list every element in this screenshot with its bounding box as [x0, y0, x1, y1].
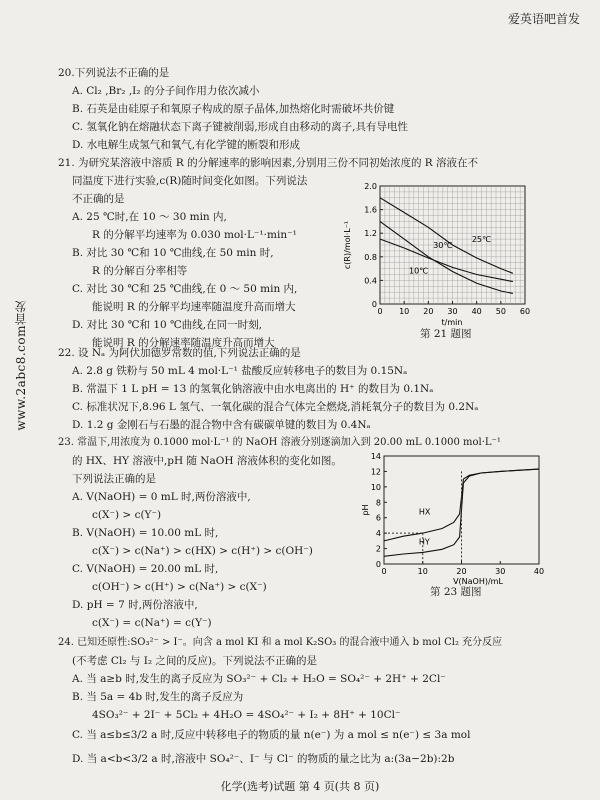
q20-stem: 20.下列说法不正确的是 — [58, 67, 170, 79]
side-watermark: www.2abc8.com首发 — [14, 300, 28, 431]
q24-line: 24. 已知还原性:SO₃²⁻ > I⁻。向含 a mol KI 和 a mol K₂SO₃ 的混合液中通入 b mol Cl₂ 充分反应 — [58, 637, 503, 648]
y-tick-label: 0.8 — [364, 252, 377, 262]
x-tick-label: 10 — [417, 567, 428, 576]
y-axis-label: pH — [361, 504, 370, 516]
q21-option-b: B. 对比 30 ℃和 10 ℃曲线,在 50 min 时, — [72, 247, 274, 259]
y-tick-label: 12 — [370, 467, 381, 477]
q23-line: c(X⁻) > c(Y⁻) — [92, 509, 162, 521]
series-label: HX — [418, 507, 431, 517]
q21-option-d: D. 对比 30 ℃和 10 ℃曲线,在同一时刻, — [72, 319, 262, 331]
q20-option-d: D. 水电解生成氢气和氧气,有化学键的断裂和形成 — [72, 139, 301, 151]
y-tick-label: 1.6 — [364, 205, 377, 215]
q24-line: 4SO₃²⁻ + 2I⁻ + 5Cl₂ + 4H₂O = 4SO₄²⁻ + I₂ + 8H⁺ + 10Cl⁻ — [92, 709, 401, 721]
q21-option-c: C. 对比 30 ℃和 25 ℃曲线,在 0 ～ 50 min 内, — [72, 283, 298, 295]
y-tick-label: 8 — [375, 498, 381, 508]
q23-option-c: C. V(NaOH) = 20.00 mL 时, — [72, 563, 219, 575]
x-tick-label: 20 — [456, 567, 467, 576]
y-tick-label: 2 — [375, 544, 381, 554]
x-tick-label: 20 — [423, 307, 434, 316]
chart-q23 — [360, 450, 550, 590]
q21-line: R 的分解平均速率为 0.030 mol·L⁻¹·min⁻¹ — [92, 229, 297, 241]
series-label: 25℃ — [471, 235, 492, 245]
q23-line: 下列说法正确的是 — [72, 473, 156, 485]
q23-option-d: D. pH = 7 时,两份溶液中, — [72, 599, 198, 611]
q22-option-a: A. 2.8 g 铁粉与 50 mL 4 mol·L⁻¹ 盐酸反应转移电子的数目为 0.15Nₐ — [72, 365, 408, 377]
x-tick-label: 40 — [471, 307, 482, 316]
q21-option-a: A. 25 ℃时,在 10 ～ 30 min 内, — [72, 211, 227, 223]
x-tick-label: 60 — [519, 307, 531, 316]
q23-option-b: B. V(NaOH) = 10.00 mL 时, — [72, 527, 219, 539]
x-tick-label: 30 — [495, 567, 506, 576]
q24-line: (不考虑 Cl₂ 与 I₂ 之间的反应)。下列说法不正确的是 — [72, 655, 318, 667]
series-label: HY — [418, 537, 430, 547]
series-label: 10℃ — [409, 266, 429, 276]
q21-line: 能说明 R 的分解速率随温度升高而增大 — [92, 337, 275, 349]
q23-line: c(X⁻) > c(Na⁺) > c(HX) > c(H⁺) > c(OH⁻) — [92, 545, 313, 557]
q24-option-c: C. 当 a≤b≤3/2 a 时,反应中转移电子的物质的量 n(e⁻) 为 a mol ≤ n(e⁻) ≤ 3a mol — [72, 729, 471, 741]
q22-option-b: B. 常温下 1 L pH = 13 的氢氧化钠溶液中由水电离出的 H⁺ 的数目为 0.1Nₐ — [72, 383, 434, 395]
y-tick-label: 0 — [371, 300, 377, 309]
q20-option-a: A. Cl₂ ,Br₂ ,I₂ 的分子间作用力依次减小 — [72, 85, 260, 97]
q22-option-d: D. 1.2 g 金刚石与石墨的混合物中含有碳碳单键的数目为 0.4Nₐ — [72, 419, 371, 431]
q22-option-c: C. 标准状况下,8.96 L 氢气、一氧化碳的混合气体完全燃烧,消耗氧分子的数目为 0.2Nₐ — [72, 401, 479, 413]
series-label: 30℃ — [433, 240, 453, 250]
chart-q21-caption: 第 21 题图 — [420, 328, 472, 340]
y-tick-label: 0 — [375, 560, 381, 569]
q22-stem: 22. 设 Nₐ 为阿伏加德罗常数的值,下列说法正确的是 — [58, 347, 301, 359]
chart-q23-caption: 第 23 题图 — [430, 586, 482, 598]
q23-line: c(X⁻) = c(Na⁺) = c(Y⁻) — [92, 617, 212, 629]
q24-option-d: D. 当 a<b<3/2 a 时,溶液中 SO₄²⁻、I⁻ 与 Cl⁻ 的物质的量之比为 a:(3a−2b):2b — [72, 753, 455, 765]
x-tick-label: 0 — [381, 567, 387, 576]
x-axis-label: V(NaOH)/mL — [453, 577, 503, 586]
y-tick-label: 2.0 — [364, 182, 377, 191]
q21-line: 21. 为研究某溶液中溶质 R 的分解速率的影响因素,分别用三份不同初始浓度的 R 溶液在不 — [58, 157, 479, 169]
q20-option-c: C. 氢氧化钠在熔融状态下离子键被削弱,形成自由移动的离子,具有导电性 — [72, 121, 409, 133]
x-tick-label: 50 — [495, 307, 506, 316]
x-tick-label: 10 — [399, 307, 410, 316]
q20-option-b: B. 石英是由硅原子和氧原子构成的原子晶体,加热熔化时需破坏共价键 — [72, 103, 395, 115]
q21-line: 不正确的是 — [72, 193, 125, 205]
q21-line: R 的分解百分率相等 — [92, 265, 188, 277]
q23-line: c(OH⁻) > c(H⁺) > c(Na⁺) > c(X⁻) — [92, 581, 267, 593]
chart-q21 — [340, 178, 540, 328]
y-tick-label: 10 — [370, 482, 381, 492]
x-tick-label: 30 — [447, 307, 458, 316]
y-axis-label: c(R)/mol·L⁻¹ — [343, 220, 352, 270]
y-tick-label: 14 — [370, 452, 381, 461]
y-tick-label: 1.2 — [364, 229, 377, 239]
q24-option-a: A. 当 a≥b 时,发生的离子反应为 SO₃²⁻ + Cl₂ + H₂O = SO₄²⁻ + 2H⁺ + 2Cl⁻ — [72, 673, 446, 685]
y-tick-label: 0.4 — [364, 276, 377, 286]
q23-option-a: A. V(NaOH) = 0 mL 时,两份溶液中, — [72, 491, 251, 503]
x-tick-label: 40 — [533, 567, 545, 576]
q23-line: 的 HX、HY 溶液中,pH 随 NaOH 溶液体积的变化如图。 — [72, 455, 342, 467]
y-tick-label: 6 — [375, 513, 381, 523]
q23-line: 23. 常温下,用浓度为 0.1000 mol·L⁻¹ 的 NaOH 溶液分别逐滴加入到 20.00 mL 0.1000 mol·L⁻¹ — [58, 437, 501, 448]
x-axis-label: t/min — [441, 318, 463, 327]
q21-line: 能说明 R 的分解平均速率随温度升高而增大 — [92, 301, 296, 313]
q21-line: 同温度下进行实验,c(R)随时间变化如图。下列说法 — [72, 175, 308, 187]
page-footer: 化学(选考)试题 第 4 页(共 8 页) — [220, 780, 380, 793]
q24-option-b: B. 当 5a = 4b 时,发生的离子反应为 — [72, 691, 244, 703]
x-tick-label: 0 — [377, 307, 383, 316]
header-source: 爱英语吧首发 — [507, 12, 580, 26]
y-tick-label: 4 — [375, 529, 381, 539]
series-line-30℃ — [380, 221, 513, 293]
